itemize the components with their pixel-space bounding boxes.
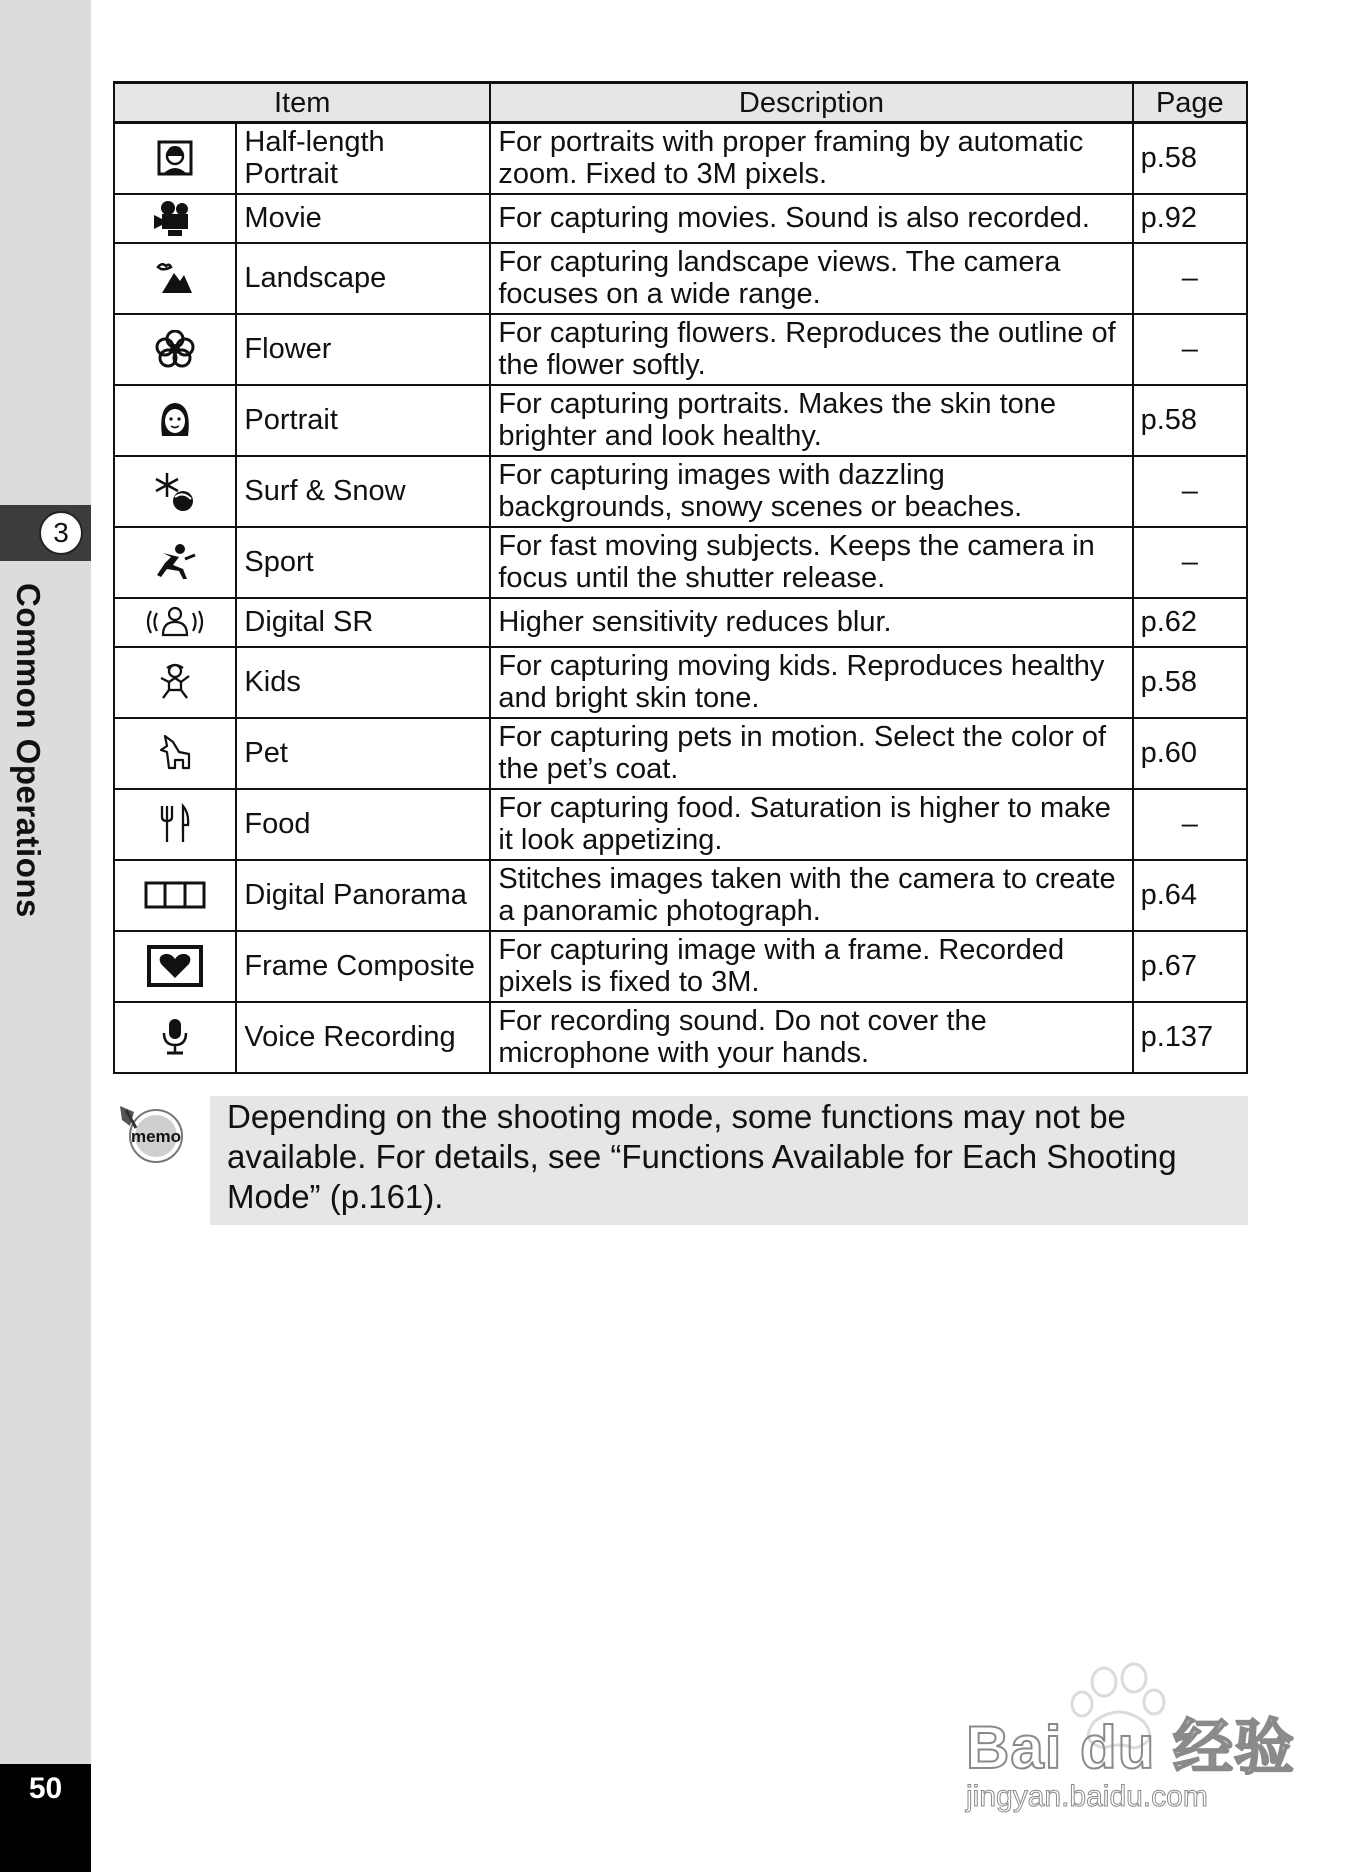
table-header-row [114,83,1247,123]
table-row [114,314,1247,385]
row-page: p.58 [1133,123,1247,194]
row-item: Voice Recording [236,1002,490,1073]
row-description: Stitches images taken with the camera to create a panoramic photograph. [490,860,1132,931]
row-description: For capturing portraits. Makes the skin tone brighter and look healthy. [490,385,1132,456]
row-item: Kids [236,647,490,718]
chapter-number-badge: 3 [39,511,83,555]
row-item: Flower [236,314,490,385]
header-description: Description [490,83,1132,123]
portrait-icon [156,400,194,440]
row-description: For fast moving subjects. Keeps the camera in focus until the shutter release. [490,527,1132,598]
row-description: For capturing food. Saturation is higher to make it look appetizing. [490,789,1132,860]
table-row [114,243,1247,314]
kids-icon [155,662,195,702]
row-item: Half-length Portrait [236,123,490,194]
microphone-icon [160,1017,190,1057]
row-page: p.92 [1133,194,1247,243]
table-row [114,123,1247,194]
row-description: For capturing images with dazzling backgrounds, snowy scenes or beaches. [490,456,1132,527]
table-row [114,860,1247,931]
row-page: – [1133,456,1247,527]
header-item: Item [114,83,490,123]
table-row [114,385,1247,456]
page-number: 50 [28,1772,63,1805]
sport-icon [153,543,197,581]
row-description: For capturing landscape views. The camera focuses on a wide range. [490,243,1132,314]
row-item: Food [236,789,490,860]
pet-icon [155,732,195,774]
side-margin-strip [0,0,91,1872]
table-row [114,647,1247,718]
row-description: For capturing movies. Sound is also recorded. [490,194,1132,243]
row-item: Frame Composite [236,931,490,1002]
table-row [114,598,1247,647]
row-item: Portrait [236,385,490,456]
table-row [114,194,1247,243]
row-description: For capturing pets in motion. Select the color of the pet’s coat. [490,718,1132,789]
row-description: For capturing flowers. Reproduces the outline of the flower softly. [490,314,1132,385]
row-page: – [1133,789,1247,860]
table-row [114,456,1247,527]
surf-snow-icon [153,469,197,513]
chapter-title: Common Operations [10,583,47,918]
table-row [114,789,1247,860]
watermark-url: jingyan.baidu.com [966,1780,1208,1813]
row-item: Movie [236,194,490,243]
memo-icon [116,1102,188,1166]
shooting-modes-table [113,81,1248,1074]
memo-text: Depending on the shooting mode, some functions may not be available. For details, see “Functions Available for Each Shooting Mode” (p.161). [227,1098,1177,1215]
row-page: – [1133,314,1247,385]
watermark-brand: Bai du 经验 [966,1714,1296,1781]
row-page: p.67 [1133,931,1247,1002]
flower-icon [155,330,195,368]
food-icon [158,803,192,845]
digital-panorama-icon [144,880,206,910]
row-page: p.64 [1133,860,1247,931]
row-item: Pet [236,718,490,789]
row-description: For capturing image with a frame. Recorded pixels is fixed to 3M. [490,931,1132,1002]
header-page: Page [1133,83,1247,123]
row-item: Surf & Snow [236,456,490,527]
table-row [114,1002,1247,1073]
row-page: p.58 [1133,647,1247,718]
row-page: p.58 [1133,385,1247,456]
row-description: For portraits with proper framing by automatic zoom. Fixed to 3M pixels. [490,123,1132,194]
memo-icon-label: memo [130,1127,182,1146]
row-page: – [1133,243,1247,314]
row-description: For capturing moving kids. Reproduces healthy and bright skin tone. [490,647,1132,718]
table-row [114,718,1247,789]
frame-composite-icon [147,945,203,987]
row-item: Landscape [236,243,490,314]
half-length-portrait-icon [156,139,194,177]
landscape-icon [156,261,194,295]
row-page: – [1133,527,1247,598]
movie-camera-icon [152,199,198,237]
row-page: p.137 [1133,1002,1247,1073]
row-item: Digital Panorama [236,860,490,931]
row-page: p.62 [1133,598,1247,647]
row-item: Sport [236,527,490,598]
table-row [114,527,1247,598]
row-page: p.60 [1133,718,1247,789]
row-description: Higher sensitivity reduces blur. [490,598,1132,647]
row-description: For recording sound. Do not cover the microphone with your hands. [490,1002,1132,1073]
table-row [114,931,1247,1002]
row-item: Digital SR [236,598,490,647]
digital-sr-icon [143,605,207,639]
